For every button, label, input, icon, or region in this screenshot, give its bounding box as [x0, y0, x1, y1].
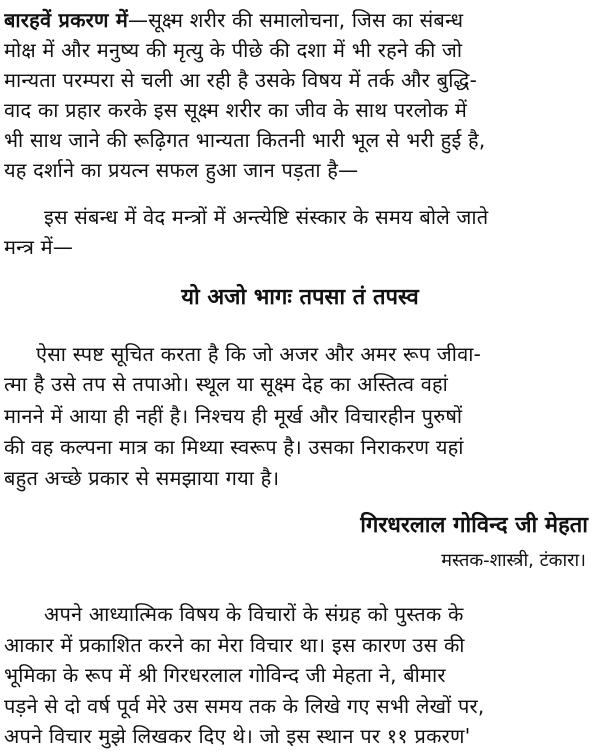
- paragraph-1-line-5: भी साथ जाने की रूढ़िगत भान्यता कितनी भारी भूल से भरी हुई है,: [4, 128, 486, 152]
- paragraph-4-line-4: पड़ने से दो वर्ष पूर्व मेरे उस समय तक के लिखे गए सभी लेखों पर,: [4, 694, 485, 718]
- author-name: गिरधरलाल गोविन्द जी मेहता: [360, 513, 588, 538]
- paragraph-4-line-1: अपने आध्यात्मिक विषय के विचारों के संग्रह को पुस्तक के: [44, 602, 464, 626]
- paragraph-1-line-2: मोक्ष में और मनुष्य की मृत्यु के पीछे की दशा में भी रहने की जो: [4, 38, 463, 62]
- paragraph-1-line-3: मान्यता परम्परा से चली आ रही है उसके विषय में तर्क और बुद्धि-: [4, 68, 478, 92]
- paragraph-4-line-5: अपने विचार मुझे लिखकर दिए थे। जो इस स्थान पर ११ प्रकरण': [4, 724, 471, 748]
- paragraph-2-line-2: मन्त्र में—: [4, 235, 74, 259]
- paragraph-1-line-6: यह दर्शाने का प्रयत्न सफल हुआ जान पड़ता है—: [4, 158, 359, 182]
- paragraph-3-line-3: मानने में आया ही नहीं है। निश्चय ही मूर्ख और विचारहीन पुरुषों: [4, 404, 463, 428]
- vedic-verse: यो अजो भागः तपसा तं तपस्व: [181, 285, 419, 310]
- paragraph-1-line-1-text: —सूक्ष्म शरीर की समालोचना, जिस का संबन्ध: [128, 8, 464, 32]
- paragraph-3-line-5: बहुत अच्छे प्रकार से समझाया गया है।: [4, 466, 280, 490]
- paragraph-1-line-1: [4, 6, 594, 36]
- paragraph-1-line-4: वाद का प्रहार करके इस सूक्ष्म शरीर का जीव के साथ परलोक में: [4, 98, 467, 122]
- paragraph-4-line-3: भूमिका के रूप में श्री गिरधरलाल गोविन्द जी मेहता ने, बीमार: [4, 663, 446, 687]
- paragraph-3-line-4: की वह कल्पना मात्र का मिथ्या स्वरूप है। उसका निराकरण यहां: [4, 435, 464, 459]
- paragraph-4-line-2: आकार में प्रकाशित करने का मेरा विचार था। इस कारण उस की: [4, 633, 465, 657]
- paragraph-3-line-2: त्मा है उसे तप से तपाओ। स्थूल या सूक्ष्म देह का अस्तित्व वहां: [4, 372, 449, 396]
- paragraph-3-line-1: ऐसा स्पष्ट सूचित करता है कि जो अजर और अमर रूप जीवा-: [36, 342, 482, 366]
- author-title-place: मस्तक-शास्त्री, टंकारा।: [441, 550, 586, 571]
- chapter-reference: बारहवें प्रकरण में: [4, 8, 128, 32]
- paragraph-2-line-1: इस संबन्ध में वेद मन्त्रों में अन्त्येष्टि संस्कार के समय बोले जाते: [44, 205, 489, 229]
